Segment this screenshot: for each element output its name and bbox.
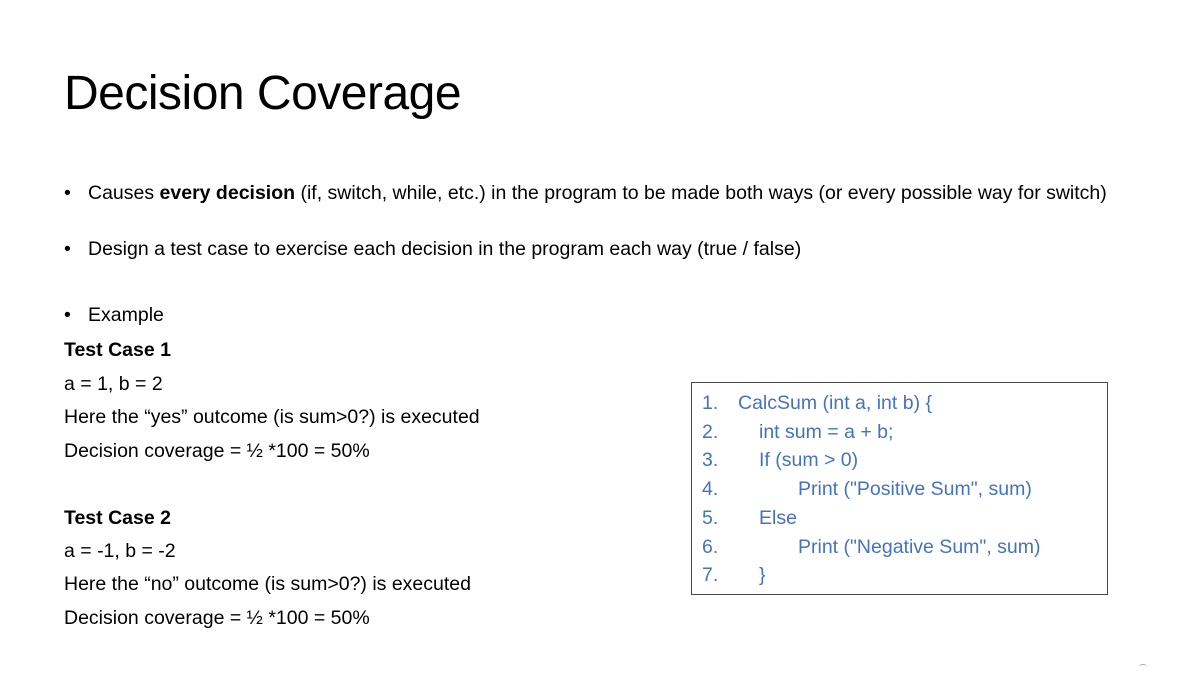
code-line-number: 5. bbox=[702, 507, 719, 529]
code-line-number: 2. bbox=[702, 421, 719, 443]
code-line-text: Print ("Positive Sum", sum) bbox=[798, 478, 1032, 500]
bullet-item bbox=[64, 183, 1154, 203]
code-line-text: Else bbox=[759, 507, 797, 529]
test-case-2-coverage: Decision coverage = ½ *100 = 50% bbox=[64, 607, 370, 629]
code-line-text: int sum = a + b; bbox=[759, 421, 894, 443]
bullet-item bbox=[64, 239, 1154, 259]
code-line-number: 6. bbox=[702, 536, 719, 558]
bullet-dot: • bbox=[64, 304, 71, 326]
code-listing bbox=[691, 382, 1108, 595]
bullet-text-post: (if, switch, while, etc.) in the program to be made both ways (or every possible way for switch) bbox=[295, 182, 1107, 204]
slide-corner-mark bbox=[1139, 664, 1147, 669]
code-line-number: 4. bbox=[702, 478, 719, 500]
code-line-text: If (sum > 0) bbox=[759, 449, 859, 471]
bullet-dot: • bbox=[64, 182, 71, 204]
test-case-1-inputs: a = 1, b = 2 bbox=[64, 373, 163, 395]
bullet-text: Example bbox=[88, 304, 164, 326]
test-case-1-heading: Test Case 1 bbox=[64, 339, 171, 361]
bullet-item bbox=[64, 305, 1154, 325]
code-line-text: CalcSum (int a, int b) { bbox=[738, 392, 932, 414]
test-case-1-coverage: Decision coverage = ½ *100 = 50% bbox=[64, 440, 370, 462]
test-case-1-outcome: Here the “yes” outcome (is sum>0?) is executed bbox=[64, 406, 480, 428]
code-line-number: 1. bbox=[702, 392, 719, 414]
bullet-text: Design a test case to exercise each decision in the program each way (true / false) bbox=[88, 238, 802, 260]
code-line-number: 7. bbox=[702, 564, 719, 586]
code-line-text: } bbox=[759, 564, 766, 586]
code-line-number: 3. bbox=[702, 449, 719, 471]
test-case-2-heading: Test Case 2 bbox=[64, 507, 171, 529]
bullet-dot: • bbox=[64, 238, 71, 260]
code-line-text: Print ("Negative Sum", sum) bbox=[798, 536, 1041, 558]
bullet-text-pre: Causes bbox=[88, 182, 160, 204]
test-case-2-inputs: a = -1, b = -2 bbox=[64, 540, 176, 562]
slide-title: Decision Coverage bbox=[64, 67, 462, 120]
bullet-text-bold: every decision bbox=[159, 182, 296, 204]
test-case-2-outcome: Here the “no” outcome (is sum>0?) is executed bbox=[64, 573, 471, 595]
